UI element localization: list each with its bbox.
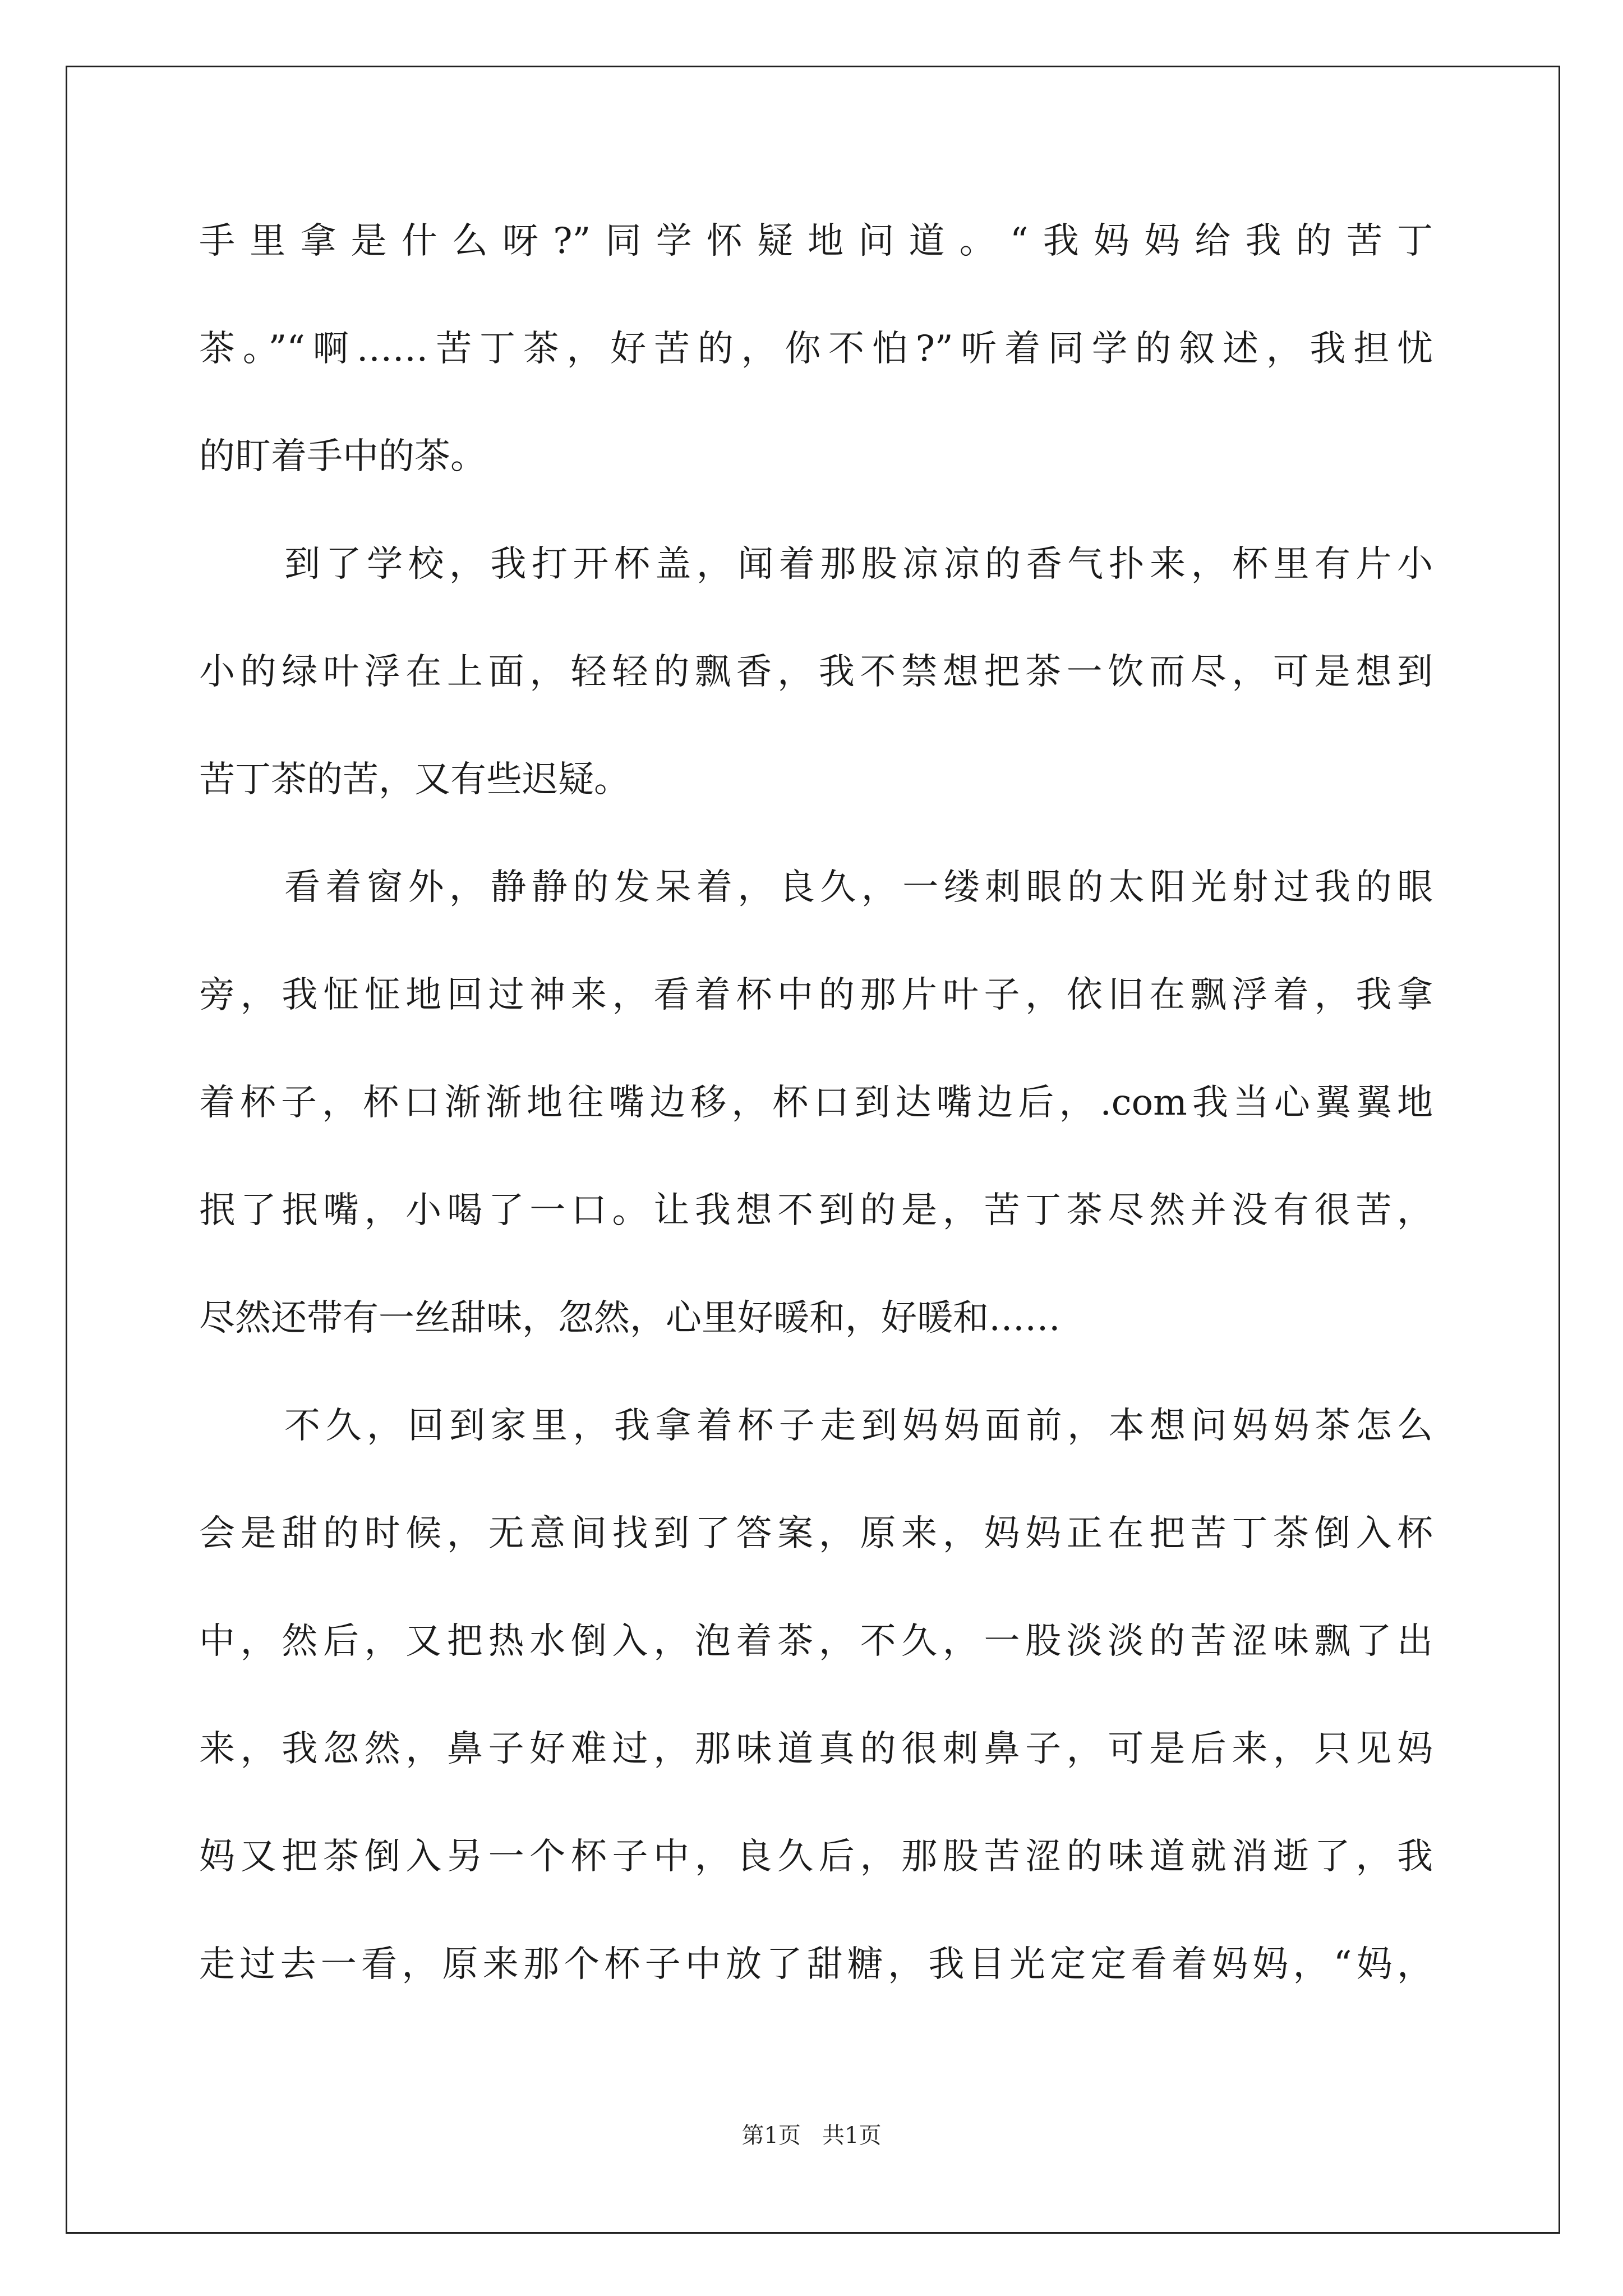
page-number-footer: 第1页 共1页: [741, 2123, 882, 2148]
text-line: 妈又把茶倒入另一个杯子中，良久后，那股苦涩的味道就消逝了，我: [199, 1836, 1433, 1878]
text-line: 旁，我怔怔地回过神来，看着杯中的那片叶子，依旧在飘浮着，我拿: [199, 974, 1433, 1016]
text-line: 茶。”“啊……苦丁茶，好苦的，你不怕?”听着同学的叙述，我担忧: [199, 328, 1433, 370]
text-line: 中，然后，又把热水倒入，泡着茶，不久，一股淡淡的苦涩味飘了出: [199, 1621, 1433, 1662]
paragraph-first-line: 看着窗外，静静的发呆着，良久，一缕刺眼的太阳光射过我的眼: [284, 867, 1433, 908]
text-line: 苦丁茶的苦，又有些迟疑。: [199, 759, 630, 800]
document-body: [199, 199, 1433, 2030]
paragraph-first-line: 不久，回到家里，我拿着杯子走到妈妈面前，本想问妈妈茶怎么: [284, 1405, 1433, 1447]
text-line: 的盯着手中的茶。: [199, 436, 486, 477]
text-line: 尽然还带有一丝甜味，忽然，心里好暖和，好暖和……: [199, 1297, 1061, 1339]
text-line: 手里拿是什么呀?”同学怀疑地问道。“我妈妈给我的苦丁: [199, 220, 1433, 262]
text-line: 抿了抿嘴，小喝了一口。让我想不到的是，苦丁茶尽然并没有很苦，: [199, 1190, 1433, 1231]
paragraph-first-line: 到了学校，我打开杯盖，闻着那股凉凉的香气扑来，杯里有片小: [284, 544, 1433, 585]
text-line: 来，我忽然，鼻子好难过，那味道真的很刺鼻子，可是后来，只见妈: [199, 1728, 1433, 1770]
text-line: 小的绿叶浮在上面，轻轻的飘香，我不禁想把茶一饮而尽，可是想到: [199, 651, 1433, 693]
text-line: 会是甜的时候，无意间找到了答案，原来，妈妈正在把苦丁茶倒入杯: [199, 1513, 1433, 1554]
text-line: 着杯子，杯口渐渐地往嘴边移，杯口到达嘴边后，.com我当心翼翼地: [199, 1082, 1433, 1124]
text-line: 走过去一看，原来那个杯子中放了甜糖，我目光定定看着妈妈，“妈，: [199, 1944, 1433, 1985]
